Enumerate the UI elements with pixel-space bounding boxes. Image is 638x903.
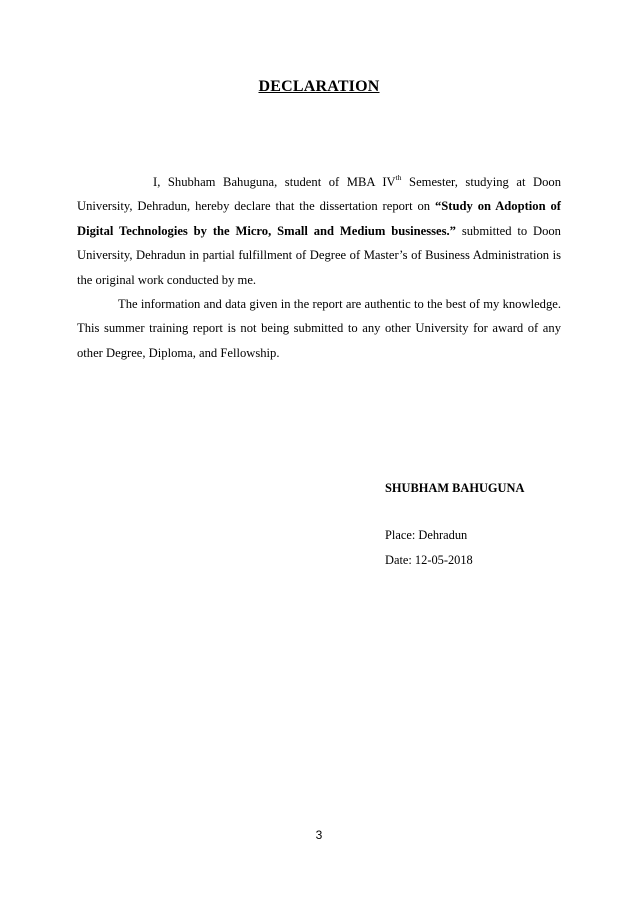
- paragraph-1-text-end: submitted to Doon University, Dehradun in partial fulfillment of Degree of Master’s of Business Administration is the original work conducted by me.: [77, 223, 561, 287]
- signature-place: Place: Dehradun: [385, 528, 468, 542]
- paragraph-1-text-start: I, Shubham Bahuguna, student of MBA IV: [153, 175, 396, 189]
- declaration-paragraph-2: The information and data given in the report are authentic to the best of my knowledge. This summer training report is not being submitted to any other University for award of any other Degree, Diploma, and Fellowship.: [77, 297, 561, 360]
- page-title: DECLARATION: [258, 78, 380, 95]
- declaration-paragraph-1: [77, 170, 561, 292]
- dissertation-title: “Study on Adoption of Digital Technologies by the Micro, Small and Medium businesses.”: [77, 199, 561, 238]
- paragraph-1-text-middle: Semester, studying at Doon University, Dehradun, hereby declare that the dissertation report on: [77, 175, 562, 214]
- signature-date: Date: 12-05-2018: [385, 553, 473, 567]
- page-number: 3: [315, 828, 323, 842]
- declaration-body: [77, 170, 561, 365]
- semester-superscript: th: [395, 173, 402, 182]
- signatory-name: SHUBHAM BAHUGUNA: [385, 481, 525, 495]
